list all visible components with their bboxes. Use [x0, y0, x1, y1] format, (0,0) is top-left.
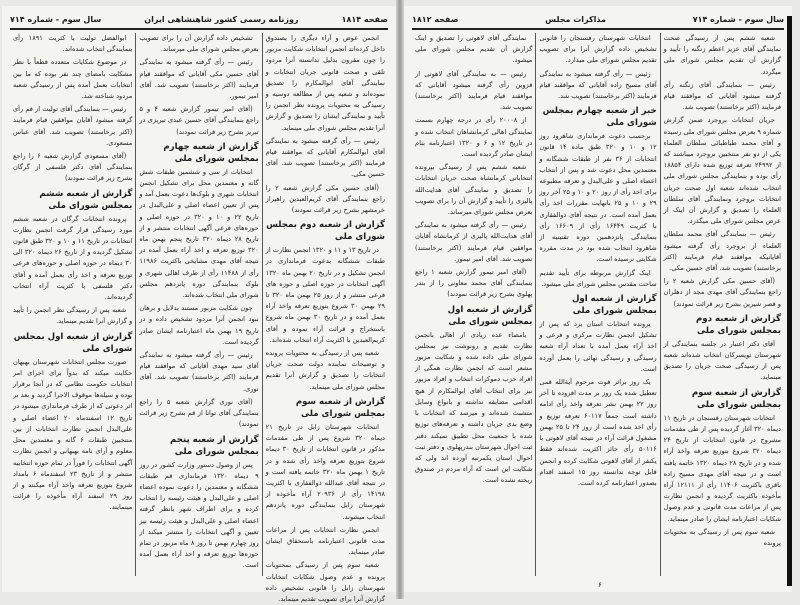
paragraph: آقای دکتر اعتبار در جلسه بنمایندگی از شهرستان تویسرکان انتخاب شده‌اند شعبه پس از رسیدگی صحت جریان را تصدیق مینماید.: [663, 339, 781, 382]
paragraph: برحسب دعوت فرمانداری شاهرود روز ۱۲ و ۱۰ و ۳۲۰ طبق ماده ۱۴ قانون انتخابات از ۳۶ نفر از طبقات ششگانه و معتمدین محل دعوت شد و پس از انتخاب اعضاء اصلی و علی‌البدل و تعرفه مطبوعه برای اخذ رأی از روز ۲۰ و ۱۰ و ۲۵ آخر روز ۲۹ و ۱۰ و ۲۵ بانهایت مقررات اخذ رأی بعمل آمده است. در نتیجه آقای ذوالفقاری با کثریت ۱۶۴۴۹ رأی از ۱۶۶۰۹ رأی بنمایندگی پانزدهمین دوره تقنینیه از شاهرود انتخاب شده بود در مدت مقرره شکایتی نرسیده است.: [539, 132, 657, 264]
paragraph: رئیس — بنمایندگی آقای تولیت از قم رأی گرفته میشود آقایان موافقین قیام فرمایند (اکثر برخاستند) تصویب شد. آقای عباس مسعودی.: [13, 105, 133, 147]
section-heading: گزارش از شعبه اول بمجلس شورای ملی: [571, 294, 657, 317]
text-column: [263, 33, 388, 603]
footer-page-number: ۶: [598, 581, 602, 589]
section-heading: گزارش از شعبه دوم بمجلس شورای ملی: [266, 220, 385, 243]
paragraph: رئیس — بنمایندگی آقای زنگنه رأی گرفته میشود آقایانی که موافقند قیام فرمایند (اکثر برخاستند) تصویب شد.: [663, 80, 781, 112]
paragraph: شعبه سوم پس از رسیدگی بمحتویات پرونده و عدم وصول شکایات انتخابات شهرستان زابل را قانونی تشخیص داده گزارش آنرا برای تصویب تقدیم مینماید.: [265, 561, 385, 603]
paragraph: در موضوع شکایات متعدده قطعاً با نظر مشکایت بامضای چند نفر بوده که ما بین انتخابات بعمل آمده پس از رسیدگی شعبه مردود شناخته شد.: [13, 58, 133, 101]
paragraph: رئیس — رأی گرفته میشود به نمایندگی آقای ابوالمکارم آقایانی که موافقند قیام فرمایند (اکثر برخاستند) تصویب شد. آقای حسین مکی.: [265, 136, 385, 179]
paragraph: انتخابات شهرستان رفسنجان را قانونی تشخیص داده گزارش آنرا برای تصویب تقدیم مجلس شورای ملی میدارد.: [539, 34, 657, 65]
text-column: [10, 33, 136, 576]
section-heading: گزارش از شعبه پنجم بمجلس شورای ملی: [170, 434, 259, 457]
paragraph: تشخیص داده گزارش آن را برای تصویب بعرض مجلس شورای ملی میرساند.: [139, 34, 259, 54]
section-heading: گزارش از شعبه سوم بمجلس شورای ملی: [691, 387, 781, 410]
right-page-number: صفحه ۱۸۱۲: [412, 14, 459, 24]
paragraph: رئیس — رأی گرفته میشود به نمایندگی آقای هدایت‌الله پالیزی از کرمانشاه آقایان موافقین قیام فرمایند (اکثر برخاستند) تصویب شد. آقای امیر تیمور.: [415, 221, 533, 263]
paragraph: شعبه ششم پس از رسیدگی صحت نمایندگی آقای عزیز اعظم زنگنه را تأیید و گزارش آن تقدیم مجلس شورای ملی میگردد.: [663, 34, 781, 76]
paragraph: شعبه پس از رسیدگی به محتویات پرونده و توضیحات نماینده دولت صحت جریان انتخابات را تصدیق و گزارش آنرا تقدیم مجلس شورای ملی مینماید.: [265, 349, 385, 391]
scan-edge: [787, 16, 792, 586]
right-page: [404, 6, 792, 592]
paragraph: انجمن عوض و آراء دیگری را بصندوق داخل کرده‌اند انجمن انتخابات شکایت مزبور را چون مقرون بدلیل ندانسته آنرا مردود تلقی و صحت قانونی جریان انتخابات و نمایندگی آقای ابوالمکارم را تصدیق نموده‌اند و شعبه پس از مطالعه دوسیه و رسیدگی به محتویات پرونده نظر انجمن را تأیید و نمایندگی ایشان را تصدیق و گزارش آنرا تقدیم مجلس شورای ملی مینماید.: [265, 34, 385, 132]
paragraph: (آقای امیر تیمور گزارش شعبه ۱ راجع بنمایندگی آقای محمد معاونی را از بندر پهلوی بشرح زیر قرائت نمودند): [415, 268, 533, 299]
paragraph: اینک گزارش مربوطه برای تأیید تقدیم ساحت مقدس مجلس شورای ملی میشود.: [539, 268, 657, 288]
right-columns: [412, 33, 784, 576]
section-heading: گزارش از شعبه سوم بمجلس شورای ملی: [295, 396, 385, 419]
paragraph: (آقای امیر تیمور گزارش شعبه ۴ و ۵ راجع بنمایندگی آقای حسین عبدی تبریزی در تبریز بشرح زیر قرائت نمودند): [139, 105, 259, 136]
right-page-header: [412, 12, 784, 26]
paragraph: یک روز براثر فوت مرحوم آیةالله قمی تعطیل شده یک روز بر مدت افزوده تا آخر روز ۲۲ بهمن نشر تعرفه واخذ رأی ادامه داشته است جمعاً ۶۰۱۱۷ تعرفه توزیع و رأی اخذ شده است از روز ۲۴ تا ۲۵ بهمن مشغول قرائت آراء در نتیجه آقای لاهوتی با ۵۰۱۱۶ رأی حائز اکثریت شده‌اند فقط یکنفر از آقای لاهوتی شکایت کرده و انجمن قابل توجه ندانسته روز ۱۵ اسفند اقدام بصدور اعتبارنامه کرده است.: [539, 378, 657, 487]
paragraph: (آقای نوری گزارش شعبه ۵ را راجع بنمایندگی آقای توانا از قم بشرح زیر قرائت نمودند): [139, 397, 259, 429]
paragraph: رئیس — به نمایندگی آقای لاهوتی از قزوین رأی گرفته میشود آقایانی که موافقند قیام فرمایند (اکثر برخاستند) تصویب شد.: [415, 69, 533, 112]
paragraph: صورت مجلس انتخابات شهرستان بهبهان حکایت میکند که بدواً برای اجرای امر انتخابات حکومت نظامی که در آنجا برقرار بوده و سیله‌ها موقوف الاجرا گردید و بعد بر اثر دعوتی که از طرف فرمانداری میشود در تاریخ ۱۲ اسفندماه ۲۰ اعضاء اصلی و علی‌البدل انجمن نظارت انتخابات از بین منتخبین طبقات ۶ گانه و معتمدین محل معلوم و آرای نامه بهبهانی و انجمن نظارت آگهی انتخابات را فوراً در تمام حوزه انتخابیه منتشر و از تاریخ ۲۳ اسفندماه ۶ بامداد شروع بتوزیع تعرفه واخذ آراء میکنند و از روز ۲۹ اسفند آراء مأخوذه را قرائت مینمایند.: [13, 357, 133, 512]
paragraph: پس از وصول دستور وزارت کشور در روز ۹ دیماه ۱۳۲۰ فرمانداری قم طبقات ششگانه و معتمدین را دعوت نموده اعضاء اصلی و علی‌البدل و هیئت رئیسه را انتخاب کرده و برای اطراف شهر بانظر گرفته اعضاء اصلی و علی‌البدل و هیئت رئیسه نیز تعیین و آگهی انتخابات را منتشر میکند از روز چهارم بهمن تا روز ۸ ماه مزبور در تمام حوزه‌ها توزیع تعرفه و اخذ آراء بعمل آمده است.: [139, 460, 259, 570]
section-heading: خبر از شعبه چهارم بمجلس شورای ملی: [542, 106, 657, 129]
paragraph: رئیس — رأی گرفته میشود به نمایندگی آقای مسیح زاده آقایانی که موافقند قیام فرمایند (اکثر برخاستند) تصویب شد.: [539, 69, 657, 101]
paragraph: رئیس — بنمایندگی آقای محمد سلطان العلماء از بروجرد رأی گرفته میشود آقایانیکه موافقند قیام فرمایند (اکثر برخاستند) تصویب شد. آقای حسین مکی.: [663, 230, 781, 273]
section-heading: گزارش از شعبه چهارم بمجلس شورای ملی: [163, 141, 259, 164]
paragraph: انتخابات شهرستان رفسنجان در تاریخ ۱۱ دیماه ۳۲۰ آغاز گردیده پس از طی مقدمات مشروح در قانون انتخابات از تاریخ ۲۴ دیماه ۳۲۰ شروع بتوزیع تعرفه واخذ آراء شده و در تاریخ ۲۸ دیماه ۱۳۲۰ خاتمه یافته است و در نتیجه آقای مهدی مسیح زاده باقری باکثریت ۱۱۴۰۶ رأی از ۱۲۱۱۱ آراء مأخوذه باکثریت گردیده و انجمن نظارت پس از مراعات مدت قانونی و عدم وصول شکایات اعتبارنامه ایشان را صادر مینماید.: [663, 413, 781, 523]
text-column: [412, 33, 536, 576]
header-rule: [412, 28, 784, 30]
page-gutter: [396, 0, 404, 599]
section-heading: گزارش از شعبه اول بمجلس شورای ملی: [447, 304, 533, 327]
right-publication-title: مذاکرات مجلس: [545, 14, 606, 24]
paragraph: جریان انتخابات بروجرد ضمن گزارش شماره ۹ بعرض مجلس شورای ملی رسیده و آقای محمد طباطبائی سلطان العلماء یکی از دو نفر منتخبین بروجرد میباشند که از ۲۴۹۹۲ تعرفه توزیع شده دارای ۱۸۸۵۴ رأی بوده و بنمایندگی مجلس شورای ملی انتخاب شده‌اند شعبه اول صحت جریان انتخابات بروجرد ونمایندگی آقای سلطان العلماء را تصدیق و گزارش آن اینک از عرض مجلس شورای ملی میگذرد.: [663, 116, 781, 226]
paragraph: پرونده انتخابات گرگان در شعبه ششم مورد رسیدگی قرار گرفت انجمن نظارت انتخابات در تاریخ ۱۱ و ۱۰ و ۳۲۰ طبق قانون تشکیل گردیده و از تاریخ ۲۶ دیماه ۳۲۰ الی ۳۰ دیماه در حوزه اصلی و حوزه‌های فرعی توزیع تعرفه و اخذ رأی بعمل آمده و آقای دکتر فلسفی با کثریت آراء انتخاب گردیده‌اند.: [13, 214, 133, 302]
paragraph: بامضاء عده زیادی از اهالی بانجمن نظارت تقدیم و رونوشت نیز بمجلس شورای ملی داده شده و شکایت مزبور مشعر است که انجمن نظارت همگی از افراد حزب دموکرات انتخاب و افراد مزبور نیز برای انتخاب آقای ابوالمکارم از هیچ اقدامی مضایقه نداشته و بانواع وسایل متشبث شده‌اند و میرسد که انتخابات با وضع بدی جریان داشته و تعرفه‌های توزیع شده با جمعیت محل تطبیق نمیکند دفتر ثبت احوال شهرستان بندرپهلوی و دفتر ثبت احوال استان یکمرتبه آورده اند ولی که شکایت این است که آراء مردم در صندوق ریخته نشده است.: [415, 330, 533, 485]
right-issue-number: سال سوم - شماره ۷۱۴: [692, 14, 784, 24]
text-column: [661, 33, 784, 576]
text-column: [136, 33, 262, 576]
left-page-header: [10, 12, 388, 26]
left-page: [2, 6, 396, 603]
left-columns: [10, 33, 388, 603]
text-column: [536, 33, 660, 576]
paragraph: از ۲۰۰۰۸ رأی در درجه چهارم بسمت نمایندگی اهالی کرمانشاهان انتخاب شده و در تاریخ ۱۲ و ۶ و ۱۳۲۰ اعتبارنامه بنام ایشان صادر گردیده است.: [415, 116, 533, 159]
paragraph: شعبه ششم پس از رسیدگی بپرونده انتخاباتی کرمانشاه صحت جریان انتخابات را تصدیق و نمایندگی آقای هدایت‌الله پالیزی را تأیید و گزارش آن را برای تصویب بعرض مجلس شورای میرساند.: [415, 163, 533, 217]
paragraph: انتخابات از سی و ششمین طبقات شش گانه و معتمدین محل برای تشکیل انجمن انتخابات شهری و بلوک‌ها دعوت بعمل آمد و پس از تعیین اعضاء اصلی و علی‌البدل در تاریخ ۲۲ و ۱۰ و ۳۲۰ در حوزه اصلی و حوزه‌های فرعی آگهی انتخابات منتشر و از تاریخ ۲۸ دیماه ۳۲۰ تاریخ پنجم بهمن ماه ۳۲۰ توزیع تعرفه و اخذ آراء بعمل آمده در نتیجه آقای مهدی مشایخی باکثریت ۱۱۹۸۶ رأی از ۱۱۴۸۸ رأی از طرف اهالی شهری و بلوک بنمایندگی دوره پانزدهم مجلس شورای ملی انتخاب شده‌اند.: [139, 167, 259, 300]
paragraph: (آقای مسعودی گزارش شعبه ۶ را راجع بنمایندگی آقای دکتر فلسفی از گرگان بشرح زیر قرائت نمودند): [13, 152, 133, 183]
paragraph: چون شکایت مزبور مستند بدلایل و برهان نبود انجمن آنرا مردود تشخیص داده و در تاریخ ۱۹ بهمن ماه اعتبارنامه ایشان صادر گردیده است.: [139, 304, 259, 346]
left-page-number: صفحه ۱۸۱۴: [341, 14, 388, 24]
paragraph: رئیس — رأی گرفته میشود به نمایندگی آقای سید مهدی آقایانی که موافقند قیام فرمایند (اکثر برخاستند) تصویب شد. آقای نوری.: [139, 351, 259, 393]
left-publication-title: روزنامه رسمی کشور شاهنشاهی ایران: [144, 14, 299, 24]
paragraph: در تاریخ ۱۳ و ۱۱ و ۱۳۲۰ انجمن نظارت از طبقات ششگانه بدعوت فرمانداری در انجمن تشکیل و در تاریخ ۲۰ بهمن ماه ۱۳۲۰ آگهی انتخابات در حوزه اصلی و حوزه های فرعی منتشر و از روز ۲۵ بهمن ماه ۳۲۰ تا ۲۹ بهمن ۳۰ شروع بتوزیع تعرفه واخذ آراء بعمل آمده و در تاریخ ۳۰ بهمن ماه شروع باستخراج و قرائت آراء نموده و آقای کریم‌العبدین با اکثریت آراء انتخاب شده‌اند.: [265, 246, 385, 344]
paragraph: ابوالفضل تولیت با کثریت ۱۸۹۱ رأی بنمایندگی انتخاب شده‌اند.: [13, 34, 133, 54]
paragraph: شعبه پس از رسیدگی نظر انجمن را تأیید و گزارش آنرا تقدیم مینماید.: [13, 306, 133, 326]
header-rule: [10, 28, 388, 30]
paragraph: شعبه سوم پس از رسیدگی به محتویات پرونده: [663, 527, 781, 547]
section-heading: گزارش از شعبه دوم بمجلس شورای ملی: [695, 313, 781, 336]
section-heading: گزارش از شعبه اول بمجلس شورای ملی: [13, 331, 133, 354]
paragraph: نمایندگی آقای لاهوتی را تصدیق و اینک گزارش آن تقدیم مجلس شورای ملی میشود.: [415, 34, 533, 65]
paragraph: رئیس — رأی گرفته میشود به نمایندگی آقای حسین مکی آقایانی که موافقند قیام فرمایند (اکثر برخاستند) تصویب شد. آقای امیر تیمور.: [139, 58, 259, 101]
paragraph: انتخابات شهرستان زابل در تاریخ ۲۱ دیماه ۳۲۰ شروع پس از طی مقدمات مذکور در قانون انتخابات از تاریخ ۳۰ دیماه شروع بتوزیع تعرفه واخذ رأی شده و در تاریخ ۱ بهمن ماه ۳۲۰ خاتمه یافته است و در نتیجه آقای عبدالله ذوالفقاری با اکثریت ۱۴۱۹۸ رأی از ۲۰۹۳۶ آراء مأخوذه از شهرستان زابل بنمایندگی دوره پانزدهم انتخاب میشوند.: [265, 422, 386, 521]
section-heading: گزارش از شعبه ششم بمجلس شورای ملی: [39, 188, 133, 211]
paragraph: انجمن نظارت انتخابات پس از مراعات مدت قانونی اعتبارنامه باستحقاق ایشان صادر مینماید.: [265, 525, 385, 557]
paragraph: (آقای حسین مکی گزارش شعبه ۲ را راجع بنمایندگی آقای مهدی مجد از دهلران و قصر شیرین بشرح زیر قرائت نمودند): [663, 277, 781, 308]
paragraph: (آقای حسین مکی گزارش شعبه ۲ را راجع بنمایندگی آقای کریم‌العبدین راهیراز خرمشهر بشرح زیر قرائت نمودند): [265, 183, 385, 215]
left-issue-number: سال سوم - شماره ۷۱۴: [10, 14, 102, 24]
paragraph: پرونده انتخابات استان یزد که پس از تشکیل انجمن نظارت مرکزی و فرعی و اخذ آراء بعمل آمده با تعداد آراء شعبه رسیدگی و رسیدگی نهائی را بعمل آورده است.: [539, 320, 657, 373]
